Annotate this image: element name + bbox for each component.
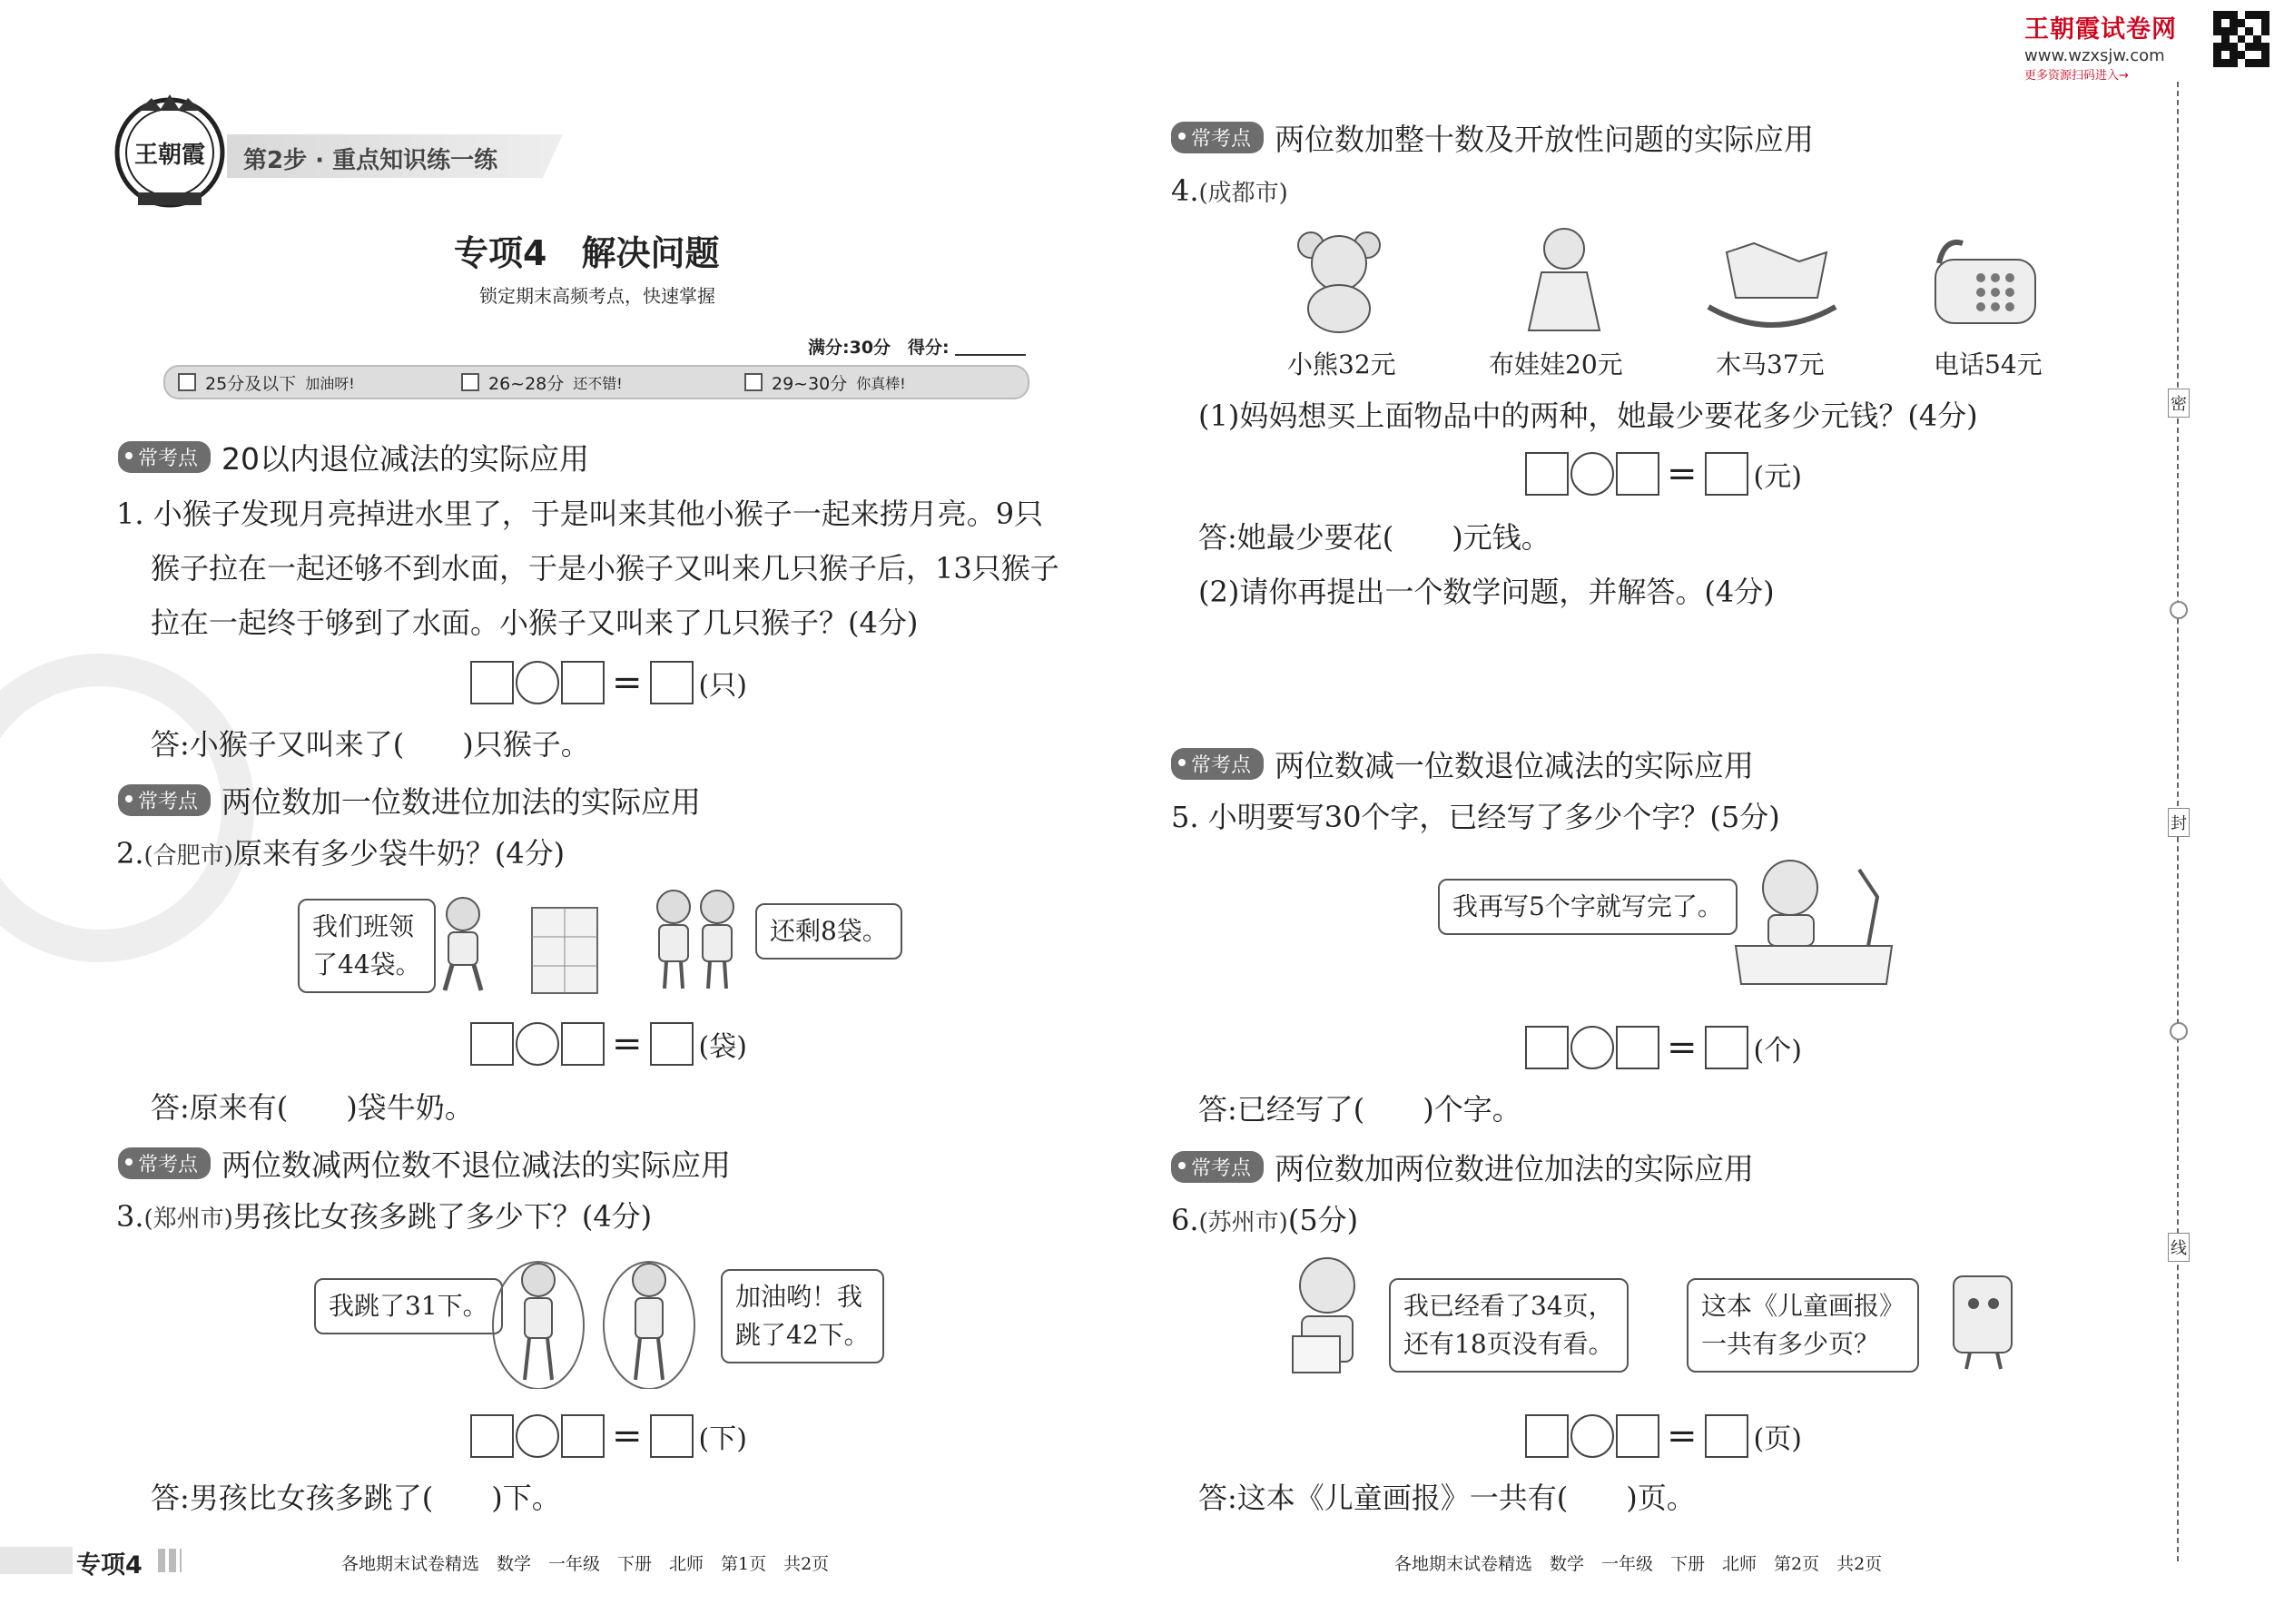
answer-box[interactable] [650, 661, 694, 704]
bubble-line: 跳了42下。 [735, 1320, 870, 1350]
question-3 [116, 1189, 652, 1246]
answer-box[interactable] [650, 1022, 694, 1066]
grade-checkbox[interactable] [461, 373, 479, 391]
boy-reading-icon [1275, 1253, 1383, 1383]
kids-illustration-icon [641, 885, 750, 998]
question-4-part2: (2)请你再提出一个数学问题，并解答。(4分) [1198, 575, 1775, 609]
section-heading [1171, 743, 1754, 785]
section-title: 两位数加整十数及开放性问题的实际应用 [1275, 122, 1815, 157]
boy-writing-icon [1732, 851, 1895, 991]
city-label: (郑州市) [143, 1206, 233, 1233]
answer-line: 答:她最少要花( )元钱。 [1198, 520, 1551, 555]
boy-jumping-icon [599, 1253, 699, 1393]
grade-note: 加油呀! [305, 374, 355, 392]
grade-range: 29~30分 [772, 373, 848, 394]
answer-box[interactable] [561, 661, 605, 704]
page-title: 专项4 解决问题 [454, 233, 720, 273]
speech-bubble [721, 1269, 884, 1363]
section-title: 两位数减一位数退位减法的实际应用 [1275, 748, 1755, 783]
answer-line: 答:原来有( )袋牛奶。 [151, 1090, 474, 1125]
speech-bubble: 我跳了31下。 [314, 1278, 503, 1334]
bubble-line: 这本《儿童画报》 [1701, 1291, 1905, 1321]
city-label: (成都市) [1198, 180, 1288, 207]
answer-box[interactable] [561, 1414, 605, 1458]
bubble-line: 我们班领 [312, 911, 415, 941]
equation-row: = (只) [470, 661, 747, 704]
grade-checkbox[interactable] [744, 373, 763, 391]
footer-tab: 专项4 [76, 1551, 143, 1580]
answer-line: 答:男孩比女孩多跳了( )下。 [151, 1481, 561, 1515]
operator-circle[interactable] [516, 1414, 559, 1458]
answer-line: 答:已经写了( )个字。 [1198, 1092, 1521, 1127]
answer-box[interactable] [470, 1414, 514, 1458]
question-5: 5. 小明要写30个字，已经写了多少个字？(5分) [1171, 800, 1780, 834]
binding-mark: 封 [2168, 808, 2190, 837]
section-heading [118, 1142, 731, 1185]
question-1-line3: 拉在一起终于够到了水面。小猴子又叫来了几只猴子？(4分) [151, 605, 919, 640]
answer-box[interactable] [470, 661, 514, 704]
operator-circle[interactable] [1570, 1026, 1614, 1069]
footer-left: 各地期末试卷精选 数学 一年级 下册 北师 第1页 共2页 [341, 1554, 830, 1574]
section-title: 20以内退位减法的实际应用 [222, 441, 590, 477]
operator-circle[interactable] [516, 661, 559, 704]
teddy-bear-icon [1289, 225, 1389, 338]
question-number: 6. [1171, 1203, 1199, 1237]
binding-mark: 密 [2168, 389, 2190, 418]
section-heading [1171, 116, 1814, 159]
tag-badge: 常考点 [1171, 748, 1264, 780]
item-label: 小熊32元 [1287, 349, 1396, 379]
score-got: 得分: [908, 338, 950, 358]
equation-row: = (元) [1525, 452, 1802, 496]
city-label: (合肥市) [143, 842, 233, 870]
equation-row: = (页) [1525, 1414, 1802, 1458]
speech-bubble [1389, 1278, 1629, 1373]
boy-illustration-icon [427, 894, 499, 998]
answer-box[interactable] [1705, 452, 1748, 496]
operator-circle[interactable] [1570, 452, 1614, 496]
equation-row: = (袋) [470, 1022, 747, 1066]
answer-box[interactable] [1705, 1414, 1748, 1458]
question-2 [116, 826, 565, 883]
doll-icon [1523, 225, 1605, 338]
unit-label: (个) [1753, 1035, 1802, 1067]
score-full: 满分:30分 [808, 338, 891, 358]
equation-row: = (下) [470, 1414, 747, 1458]
bubble-line: 一共有多少页？ [1701, 1329, 1880, 1359]
telephone-icon [1926, 232, 2044, 336]
speech-bubble: 还剩8袋。 [755, 903, 902, 960]
answer-box[interactable] [1705, 1026, 1748, 1069]
answer-box[interactable] [1525, 452, 1569, 496]
speech-bubble [1687, 1278, 1919, 1373]
tag-badge: 常考点 [1171, 122, 1264, 153]
question-4-part1: (1)妈妈想买上面物品中的两种，她最少要花多少元钱？(4分) [1198, 399, 1978, 433]
section-title: 两位数加两位数进位加法的实际应用 [1275, 1151, 1755, 1186]
binding-hole-icon [2170, 1022, 2188, 1040]
answer-line: 答:小猴子又叫来了( )只猴子。 [151, 727, 590, 762]
question-text: (5分) [1287, 1203, 1359, 1237]
unit-label: (袋) [698, 1031, 747, 1063]
operator-circle[interactable] [516, 1022, 559, 1066]
brand-url[interactable]: www.wzxsjw.com [2024, 46, 2165, 65]
unit-label: (下) [698, 1423, 747, 1455]
answer-box[interactable] [1525, 1414, 1569, 1458]
item-label: 布娃娃20元 [1489, 349, 1623, 379]
grading-bar [163, 365, 1029, 399]
operator-circle[interactable] [1570, 1414, 1614, 1458]
question-number: 4. [1171, 173, 1199, 208]
grade-checkbox[interactable] [178, 373, 196, 391]
grade-range: 25分及以下 [205, 373, 297, 394]
bubble-line: 加油哟！我 [735, 1282, 863, 1312]
bubble-line: 了44袋。 [312, 950, 421, 979]
qr-code-icon[interactable] [2213, 11, 2269, 67]
badge-icon [111, 91, 229, 209]
answer-box[interactable] [1616, 1026, 1659, 1069]
footer-right: 各地期末试卷精选 数学 一年级 下册 北师 第2页 共2页 [1394, 1554, 1883, 1574]
tag-badge: 常考点 [118, 784, 211, 816]
question-6 [1171, 1193, 1358, 1250]
footer-tab-bg [0, 1547, 73, 1574]
unit-label: (只) [698, 670, 747, 702]
item-label: 木马37元 [1716, 349, 1825, 379]
bubble-line: 还有18页没有看。 [1403, 1329, 1614, 1359]
book-character-icon [1943, 1264, 2024, 1376]
question-text: 原来有多少袋牛奶？(4分) [232, 836, 566, 871]
unit-label: (元) [1753, 461, 1802, 493]
item-label: 电话54元 [1934, 349, 2043, 379]
brand-block [2024, 9, 2206, 83]
grade-note: 还不错! [573, 374, 623, 392]
answer-line: 答:这本《儿童画报》一共有( )页。 [1198, 1481, 1696, 1515]
section-heading [118, 779, 701, 822]
section-heading [118, 436, 589, 478]
grade-range: 26~28分 [488, 373, 565, 394]
question-4 [1171, 163, 1288, 221]
rocking-horse-icon [1699, 225, 1845, 338]
page-subtitle: 锁定期末高频考点，快速掌握 [479, 285, 715, 307]
answer-box[interactable] [1616, 1414, 1659, 1458]
answer-box[interactable] [470, 1022, 514, 1066]
answer-box[interactable] [561, 1022, 605, 1066]
question-number: 3. [116, 1199, 144, 1234]
unit-label: (页) [1753, 1423, 1802, 1455]
milk-box-icon [528, 901, 601, 1000]
binding-hole-icon [2170, 601, 2188, 619]
binding-mark: 线 [2168, 1233, 2190, 1262]
tag-badge: 常考点 [118, 441, 211, 473]
score-line[interactable] [955, 354, 1026, 356]
question-1-line2: 猴子拉在一起还够不到水面，于是小猴子又叫来几只猴子后，13只猴子 [151, 551, 1059, 586]
section-title: 两位数加一位数进位加法的实际应用 [222, 784, 702, 820]
answer-box[interactable] [650, 1414, 694, 1458]
speech-bubble [298, 899, 436, 993]
section-title: 两位数减两位数不退位减法的实际应用 [222, 1147, 732, 1183]
badge-text: 王朝霞 [133, 142, 205, 169]
footer-tab-dots [158, 1549, 182, 1572]
speech-bubble: 我再写5个字就写完了。 [1438, 879, 1738, 935]
bubble-line: 我已经看了34页， [1403, 1291, 1614, 1321]
question-1-line1: 1. 小猴子发现月亮掉进水里了，于是叫来其他小猴子一起来捞月亮。9只 [116, 497, 1044, 531]
tag-badge: 常考点 [118, 1147, 211, 1179]
equation-row: = (个) [1525, 1026, 1802, 1069]
question-number: 2. [116, 836, 144, 871]
girl-jumping-icon [488, 1253, 588, 1393]
grade-note: 你真棒! [856, 374, 906, 392]
question-text: 男孩比女孩多跳了多少下？(4分) [232, 1199, 653, 1234]
answer-box[interactable] [1616, 452, 1659, 496]
brand-slogan: 更多资源扫码进入→ [2024, 69, 2129, 83]
step-label: 第2步 · 重点知识练一练 [243, 147, 498, 174]
tag-badge: 常考点 [1171, 1151, 1264, 1183]
answer-box[interactable] [1525, 1026, 1569, 1069]
section-heading [1171, 1146, 1754, 1188]
brand-logo: 王朝霞试卷网 [2024, 15, 2177, 44]
city-label: (苏州市) [1198, 1209, 1288, 1236]
